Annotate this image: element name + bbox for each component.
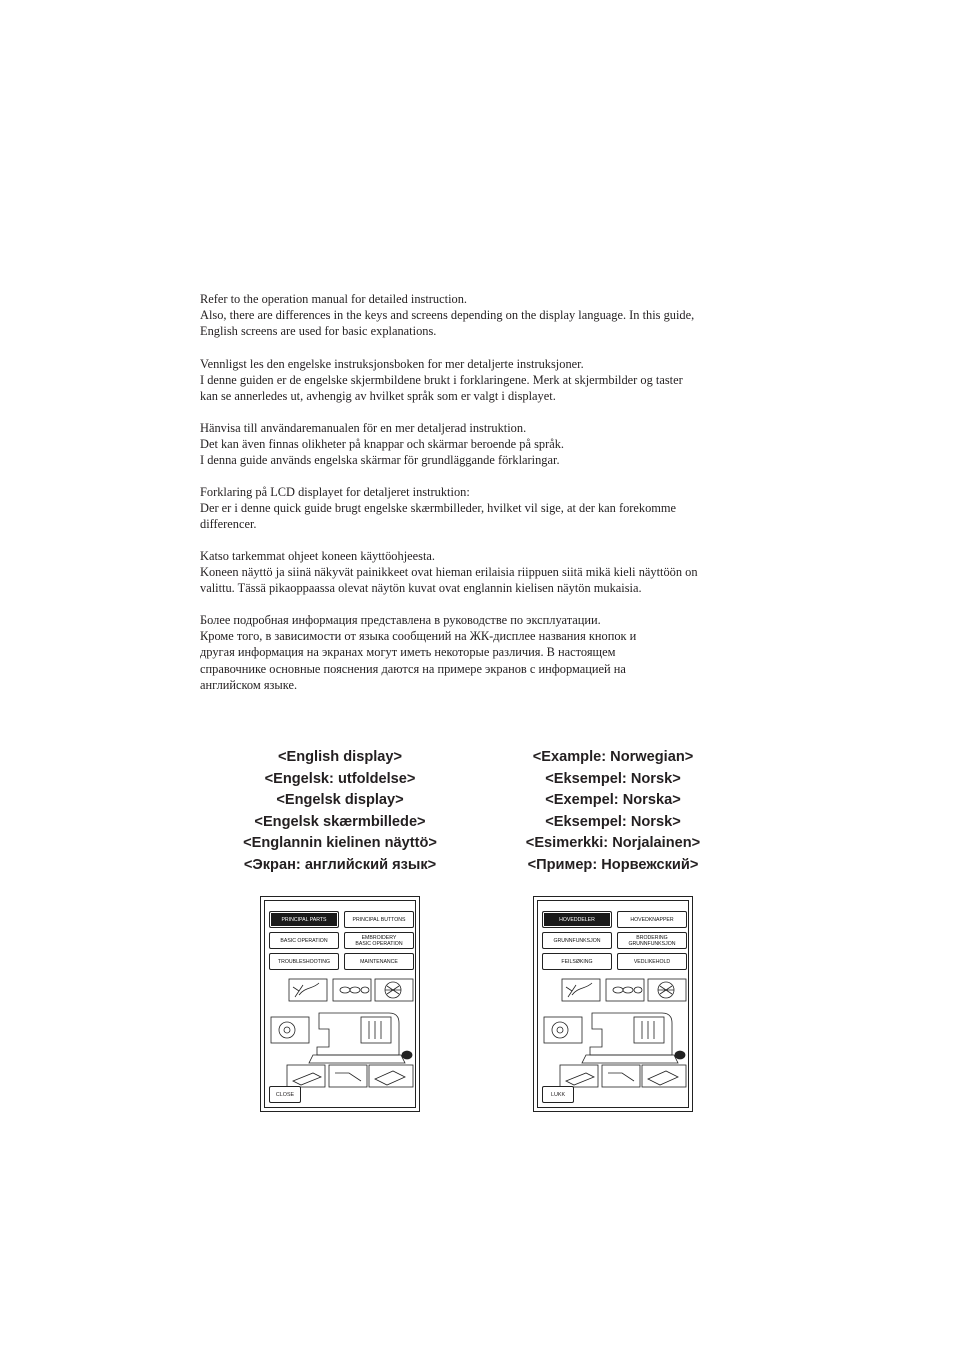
screen-frame [537,900,689,1108]
sewing-machine-diagram [542,977,688,1089]
paragraph-line: Refer to the operation manual for detailed instruction. [200,292,467,306]
paragraph-line: Vennligst les den engelske instruksjonsboken for mer detaljerte instruksjoner. [200,357,584,371]
bobbin-case-thumbnail[interactable] [329,1065,367,1087]
grunnfunksjon-button[interactable]: GRUNNFUNKSJON [542,932,612,949]
caption-line: <English display> [277,749,403,765]
paragraph-line: Katso tarkemmat ohjeet koneen käyttöohjeesta. [200,549,435,563]
thread-guide-thumbnail[interactable] [289,979,327,1001]
embroidery-frame-thumbnail[interactable] [369,1065,413,1087]
paragraph-line: kan se annerledes ut, avhengig av hvilket språk som er valgt i displayet. [200,389,556,404]
caption-line: <Esimerkki: Norjalainen> [525,835,701,852]
paragraph-line: Кроме того, в зависимости от языка сообщений на ЖК-дисплее названия кнопок и [200,629,637,644]
caption-line: <Exempel: Norska> [545,792,681,809]
paragraph-line: valittu. Tässä pikaoppaassa olevat näytön kuvat ovat englannin kielisen näytön mukaisia. [200,581,642,596]
paragraph-line: Forklaring på LCD displayet for detaljeret instruktion: [200,485,470,499]
hoveddeler-button[interactable]: HOVEDDELER [542,911,612,928]
paragraph-line: другая информация на экранах могут иметь некоторые различия. В настоящем [200,645,616,660]
maintenance-button[interactable]: MAINTENANCE [344,953,414,970]
caption-line: <Пример: Норвежский> [527,856,699,873]
caption-line: <Engelsk skærmbillede> [254,813,426,830]
caption-line: <Engelsk: utfoldelse> [264,770,416,787]
paragraph-line: Hänvisa till användaremanualen för en mer detaljerad instruktion. [200,421,527,435]
paragraph-line: I denna guide används engelska skärmar för grundläggande förklaringar. [200,453,560,468]
sewing-machine-diagram [269,977,415,1089]
paragraph-line: Det kan även finnas olikheter på knappar och skärmar beroende på språk. [200,437,564,452]
lcd-screen-english [260,896,420,1112]
caption-line: <Eksempel: Norsk> [545,813,681,830]
brodering-grunnfunksjon-button[interactable]: BRODERING GRUNNFUNKSJON [617,932,687,949]
caption-line: <Engelsk display> [276,792,404,809]
screen-frame [264,900,416,1108]
close-button[interactable]: CLOSE [269,1086,301,1103]
feilsoking-button[interactable]: FEILSØKING [542,953,612,970]
stitch-pattern-thumbnail[interactable] [606,979,644,1001]
bobbin-case-thumbnail[interactable] [602,1065,640,1087]
caption-line: <Экран: английский язык> [243,856,437,873]
thread-guide-thumbnail[interactable] [562,979,600,1001]
embroidery-basic-operation-button[interactable]: EMBROIDERY BASIC OPERATION [344,932,414,949]
stitch-pattern-thumbnail[interactable] [333,979,371,1001]
caption-line: <Example: Norwegian> [532,749,694,765]
lcd-screen-norwegian [533,896,693,1112]
paragraph-line: Also, there are differences in the keys and screens depending on the display language. In this guide, [200,308,695,323]
paragraph-swedish [200,420,760,469]
principal-parts-button[interactable]: PRINCIPAL PARTS [269,911,339,928]
hovedknapper-button[interactable]: HOVEDKNAPPER [617,911,687,928]
caption-line: <Englannin kielinen näyttö> [243,835,437,852]
paragraph-norwegian [200,356,760,405]
caption-english-display [190,747,490,877]
paragraph-danish [200,484,760,533]
paragraph-line: differencer. [200,517,257,532]
principal-buttons-button[interactable]: PRINCIPAL BUTTONS [344,911,414,928]
caption-line: <Eksempel: Norsk> [545,770,681,787]
embroidery-frame-thumbnail[interactable] [642,1065,686,1087]
paragraph-line: английском языке. [200,677,298,692]
paragraph-line: справочнике основные пояснения даются на примере экранов с информацией на [200,661,626,676]
troubleshooting-button[interactable]: TROUBLESHOOTING [269,953,339,970]
caption-norwegian-example [463,747,763,877]
paragraph-finnish [200,548,760,597]
paragraph-line: Koneen näyttö ja siinä näkyvät painikkeet ovat hieman erilaisia riippuen siitä mikä kieli näyttöön on [200,565,698,580]
paragraph-line: I denne guiden er de engelske skjermbildene brukt i forklaringene. Merk at skjermbilder og taster [200,373,683,388]
vedlikehold-button[interactable]: VEDLIKEHOLD [617,953,687,970]
paragraph-line: Der er i denne quick guide brugt engelske skærmbilleder, hvilket vil sige, at der kan forekomme [200,501,677,516]
paragraph-line: Более подробная информация представлена в руководстве по эксплуатации. [200,613,601,627]
paragraph-line: English screens are used for basic explanations. [200,324,437,339]
paragraph-english [200,291,760,340]
basic-operation-button[interactable]: BASIC OPERATION [269,932,339,949]
paragraph-russian [200,612,760,693]
close-button[interactable]: LUKK [542,1086,574,1103]
